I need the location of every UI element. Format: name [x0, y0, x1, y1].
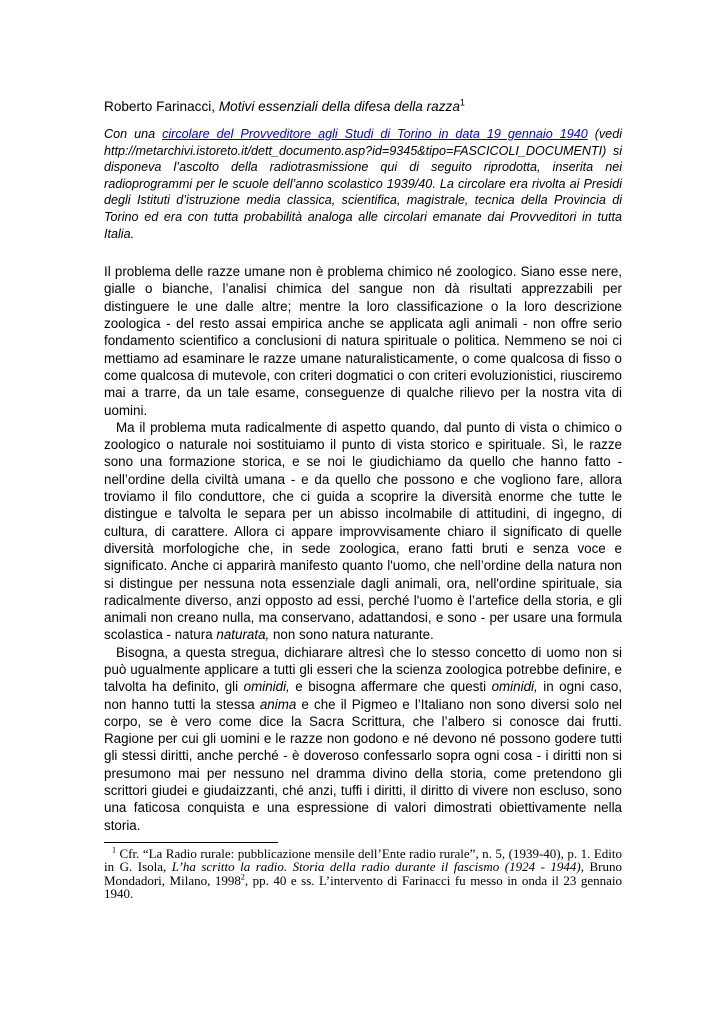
speech-text: [104, 263, 622, 834]
intro-note: Con una circolare del Provveditore agli Studi di Torino in data 19 gennaio 1940 (vedi http://metarchivi.istoreto.it/dett_documento.asp?id=9345&tipo=FASCICOLI_DOCUMENTI) si disponeva l’ascolto della radiotrasmissione qui di seguito riprodotta, inserita nei radioprogrammi per le scuole dell’anno scolastico 1939/40. La circolare era rivolta ai Presidi degli Istituti d’istruzione media classica, scientifica, magistrale, tecnica della Provincia di Torino ed era con tutta probabilità analoga alle circolari emanate dai Provveditori in tutta Italia.: [104, 127, 622, 241]
paragraph-2: Ma il problema muta radicalmente di aspetto quando, dal punto di vista o chimico o zoologico o naturale noi sostituiamo il punto di vista storico e spirituale. Sì, le razze sono una formazione storica, e se noi le giudichiamo da quello che hanno fatto - nell’ordine della civiltà umana - e da quello che possono e che vogliono fare, allora troviamo il filo conduttore, che ci guida a scoprire la diversità enorme che tutte le distingue e talvolta le separa per un abisso incolmabile di attitudini, di ingegno, di cultura, di carattere. Allora ci appare improvvisamente chiaro il significato di quelle diversità morfologiche che, in sede zoologica, erano fatti bruti e senza voce e significato. Anche ci apparirà manifesto quanto l'uomo, che nell’ordine della natura non si distingue per nessuna nota essenziale dagli animali, ora, nell'ordine spirituale, sia radicalmente diverso, anzi opposto ad essi, perché l'uomo è l’artefice della storia, e gli animali non creano nulla, ma conservano, adattandosi, e sono - per usare una formula scolastica - natura naturata, non sono natura naturante.: [104, 419, 622, 643]
footnote: $^1$ Cfr. “La Radio rurale: pubblicazione mensile dell’Ente radio rurale”, n. 5, (1939-40), p. 1. Edito in G. Isola, L’ha scritto la radio. Storia della radio durante il fascismo (1924 - 1944), Bruno Mondadori, Milano, 1998$^2$, pp. 40 e ss. L’intervento di Farinacci fu messo in onda il 23 gennaio 1940.: [104, 845, 623, 902]
paragraph-1: Il problema delle razze umane non è problema chimico né zoologico. Siano esse nere, gialle o bianche, l’analisi chimica del sangue non dà risultati apprezzabili per distinguere le une dalle altre; mentre la loro classificazione o la loro descrizione zoologica - del resto assai empirica anche se applicata agli animali - non offre serio fondamento scientifico a conclusioni di natura spirituale o politica. Nemmeno se noi ci mettiamo ad esaminare le razze umane naturalisticamente, o come qualcosa di fisso o come qualcosa di mutevole, con criteri dogmatici o con criteri evoluzionistici, riusciremo mai a trarre, da un tale esame, conseguenze di qualche rilievo per la nostra vita di uomini.: [104, 264, 622, 418]
author-name: Roberto Farinacci: [104, 99, 212, 114]
paragraph-3: Bisogna, a questa stregua, dichiarare altresì che lo stesso concetto di uomo non si può ugualmente applicare a tutti gli esseri che la scienza zoologica potrebbe definire, e talvolta ha definito, gli ominidi, e bisogna affermare che questi ominidi, in ogni caso, non hanno tutti la stessa anima e che il Pigmeo e l’Italiano non sono diversi solo nel corpo, se è vero come dice la Sacra Scrittura, che l’albero si conosce dai frutti. Ragione per cui gli uomini e le razze non godono e né devono né possono godere tutti gli stessi diritti, anche perché - è doveroso confessarlo sopra ogni cosa - i diritti non si presumono mai per nessuno nel dramma divino della storia, come pretendono gli scrittori giudei e giudaizzanti, ché anzi, tuffi i diritti, il diritto di vivere non escluso, sono una faticosa conquista e una espressione di valori dimostrati obiettivamente nella storia.: [104, 644, 623, 833]
circolare-link[interactable]: circolare del Provveditore agli Studi di Torino in data 19 gennaio 1940: [162, 127, 588, 141]
footnote-number: 1: [112, 845, 116, 855]
document-page: [104, 98, 622, 901]
work-title: Motivi essenziali della difesa della razza: [218, 99, 460, 114]
footnote-separator: [104, 842, 278, 843]
document-title: Roberto Farinacci, Motivi essenziali della difesa della razza$^1$: [104, 97, 465, 114]
footnote-reference[interactable]: 1: [459, 97, 465, 108]
